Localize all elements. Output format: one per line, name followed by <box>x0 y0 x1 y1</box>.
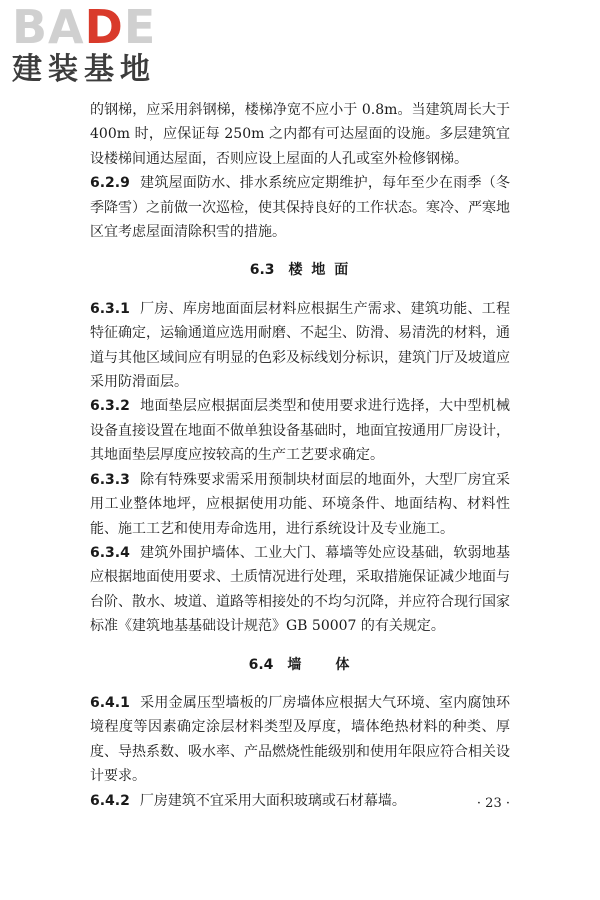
clause-number: 6.3.3 <box>90 471 130 488</box>
section-heading-6-3 <box>90 258 510 282</box>
logo-wordmark <box>12 0 182 54</box>
clause-6-4-1 <box>90 691 510 789</box>
logo-word-b: E <box>123 0 157 54</box>
clause-number: 6.3.2 <box>90 398 130 415</box>
logo-word-a: BA <box>12 0 85 54</box>
document-body <box>90 98 510 813</box>
clause-number: 6.4.2 <box>90 792 130 809</box>
clause-text: 厂房建筑不宜采用大面积玻璃或石材幕墙。 <box>139 792 406 809</box>
logo-subtitle: 建装基地 <box>12 52 156 87</box>
clause-6-3-3 <box>90 468 510 541</box>
clause-text: 除有特殊要求需采用预制块材面层的地面外，大型厂房宜采用工业整体地坪，应根据使用功能、环境条件、地面结构、材料性能、施工工艺和使用寿命选用，进行系统设计及专业施工。 <box>90 471 510 537</box>
section-title: 墙 体 <box>287 656 352 673</box>
clause-number: 6.2.9 <box>90 175 130 192</box>
clause-text: 采用金属压型墙板的厂房墙体应根据大气环境、室内腐蚀环境程度等因素确定涂层材料类型及厚度，墙体绝热材料的种类、厚度、导热系数、吸水率、产品燃烧性能级别和使用年限应符合相关设计要求。 <box>90 694 510 785</box>
section-number: 6.3 <box>249 262 275 279</box>
paragraph-continuation <box>90 98 510 171</box>
clause-number: 6.3.1 <box>90 300 130 317</box>
page-number: · 23 · <box>476 796 510 811</box>
clause-6-3-4 <box>90 541 510 639</box>
clause-text: 厂房、库房地面面层材料应根据生产需求、建筑功能、工程特征确定，运输通道应选用耐磨、不起尘、防滑、易清洗的材料，通道与其他区域间应有明显的色彩及标线划分标识，建筑门厅及坡道应采用防滑面层。 <box>90 300 510 391</box>
clause-6-3-1 <box>90 297 510 395</box>
clause-6-4-2 <box>90 789 510 813</box>
brand-logo <box>12 0 182 94</box>
clause-6-2-9 <box>90 171 510 244</box>
clause-text: 地面垫层应根据面层类型和使用要求进行选择，大中型机械设备直接设置在地面不做单独设备基础时，地面宜按通用厂房设计，其地面垫层厚度应按较高的生产工艺要求确定。 <box>90 398 510 464</box>
section-heading-6-4 <box>90 653 510 677</box>
section-number: 6.4 <box>248 656 274 673</box>
clause-number: 6.3.4 <box>90 544 130 561</box>
clause-text: 建筑外围护墙体、工业大门、幕墙等处应设基础，软弱地基应根据地面使用要求、土质情况进行处理，采取措施保证减少地面与台阶、散水、坡道、道路等相接处的不均匀沉降，并应符合现行国家标准《建筑地基基础设计规范》GB 50007 的有关规定。 <box>90 544 510 635</box>
clause-6-3-2 <box>90 394 510 467</box>
section-title: 楼 地 面 <box>288 262 351 279</box>
logo-word-accent: D <box>84 0 124 54</box>
clause-number: 6.4.1 <box>90 694 130 711</box>
paragraph-text: 的钢梯，应采用斜钢梯，楼梯净宽不应小于 0.8m。当建筑周长大于 400m 时，应保证每 250m 之内都有可达屋面的设施。多层建筑宜设楼梯间通达屋面，否则应设上屋面的人孔或室外检修钢梯。 <box>90 102 510 167</box>
clause-text: 建筑屋面防水、排水系统应定期维护，每年至少在雨季（冬季降雪）之前做一次巡检，使其保持良好的工作状态。寒冷、严寒地区宜考虑屋面清除积雪的措施。 <box>90 175 510 241</box>
